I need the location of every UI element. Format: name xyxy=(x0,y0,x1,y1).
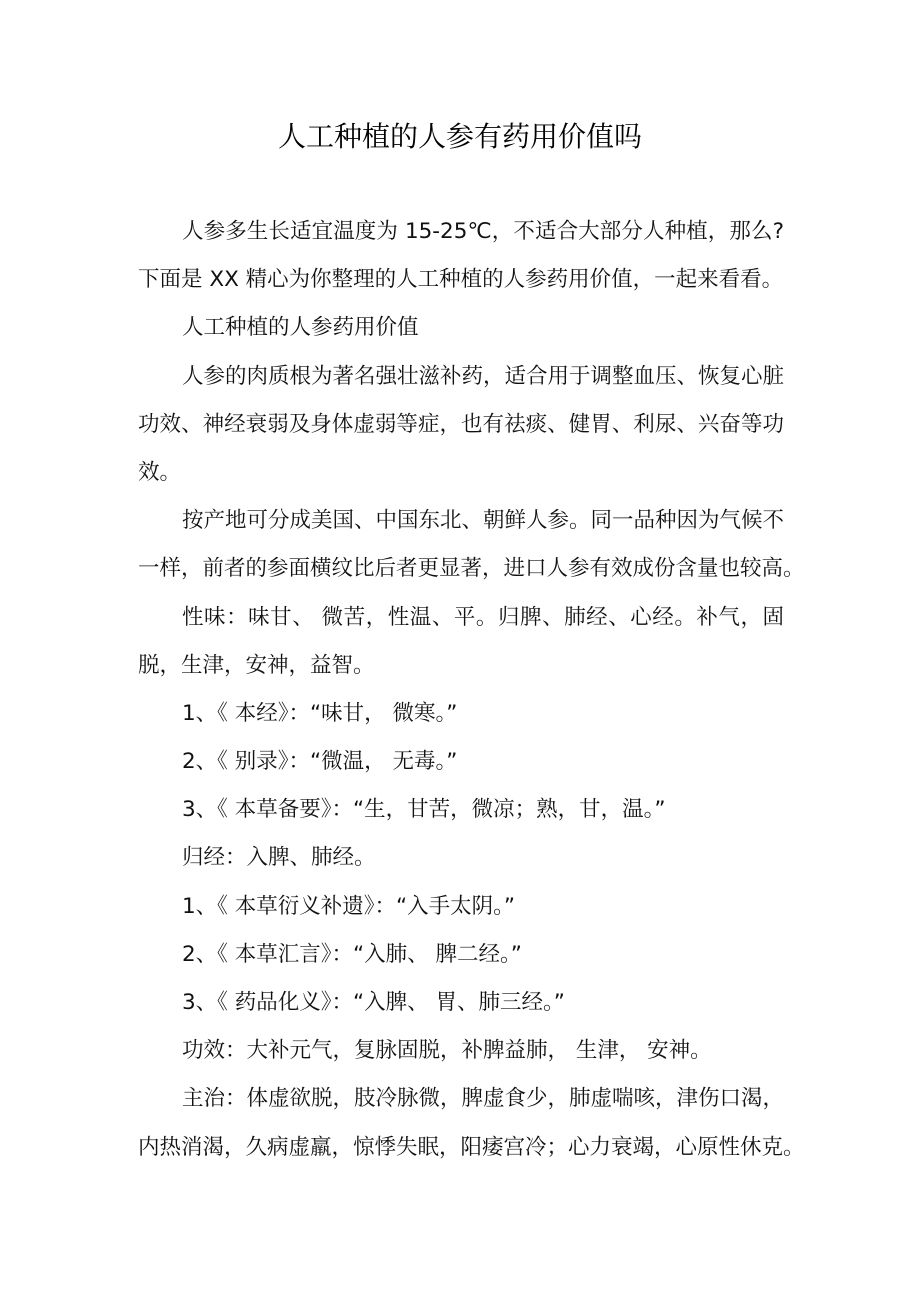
paragraph-line: 1、《 本草衍义补遗》：“入手太阴。” xyxy=(182,893,516,919)
paragraph-line: 3、《 本草备要》：“生，甘苦，微凉；熟，甘，温。” xyxy=(182,797,666,823)
paragraph xyxy=(138,208,784,304)
paragraph-line: 下面是 XX 精心为你整理的人工种植的人参药用价值，一起来看看。 xyxy=(138,267,784,293)
paragraph-line: 3、《 药品化义》：“入脾、 胃、肺三经。” xyxy=(182,990,565,1015)
paragraph xyxy=(138,979,784,1027)
paragraph xyxy=(138,497,805,593)
paragraph-line: 人参多生长适宜温度为 15-25℃，不适合大部分人种植，那么? xyxy=(182,219,784,244)
paragraph-line: 功效：大补元气，复脉固脱，补脾益肺， 生津， 安神。 xyxy=(182,1038,712,1064)
paragraph-line: 按产地可分成美国、中国东北、朝鲜人参。同一品种因为气候不 xyxy=(182,508,784,534)
paragraph xyxy=(138,353,784,498)
paragraph-line: 2、《 本草汇言》：“入肺、 脾二经。” xyxy=(182,941,522,967)
paragraph xyxy=(138,786,784,834)
paragraph-line: 1、《 本经》：“味甘， 微寒。” xyxy=(182,700,458,726)
paragraph-line: 人工种植的人参药用价值 xyxy=(182,315,419,341)
paragraph xyxy=(138,834,784,882)
paragraph-line: 功效、神经衰弱及身体虚弱等症，也有祛痰、健胃、利尿、兴奋等功 xyxy=(138,411,784,437)
paragraph-line: 性味：味甘、 微苦，性温、平。归脾、肺经、心经。补气，固 xyxy=(182,604,784,630)
document-title: 人工种植的人参有药用价值吗 xyxy=(277,120,642,153)
paragraph-line: 脱，生津，安神，益智。 xyxy=(138,652,375,678)
paragraph xyxy=(138,690,784,738)
paragraph xyxy=(138,594,784,690)
paragraph xyxy=(138,1075,805,1171)
paragraph-line: 人参的肉质根为著名强壮滋补药，适合用于调整血压、恢复心脏 xyxy=(182,363,784,389)
paragraph-line: 一样，前者的参面横纹比后者更显著，进口人参有效成份含量也较高。 xyxy=(138,556,805,582)
paragraph xyxy=(138,931,784,979)
paragraph-line: 内热消渴，久病虚羸，惊悸失眠，阳痿宫冷；心力衰竭，心原性休克。 xyxy=(138,1134,805,1160)
paragraph-line: 归经：入脾、肺经。 xyxy=(182,845,376,871)
document-body xyxy=(138,208,805,1172)
paragraph xyxy=(138,738,784,786)
paragraph-line: 主治：体虚欲脱，肢冷脉微，脾虚食少，肺虚喘咳，津伤口渴， xyxy=(182,1086,784,1112)
paragraph xyxy=(138,1027,784,1075)
paragraph xyxy=(138,883,784,931)
paragraph-line: 效。 xyxy=(138,459,182,485)
paragraph-line: 2、《 别录》：“微温， 无毒。” xyxy=(182,749,458,775)
paragraph xyxy=(138,304,784,352)
